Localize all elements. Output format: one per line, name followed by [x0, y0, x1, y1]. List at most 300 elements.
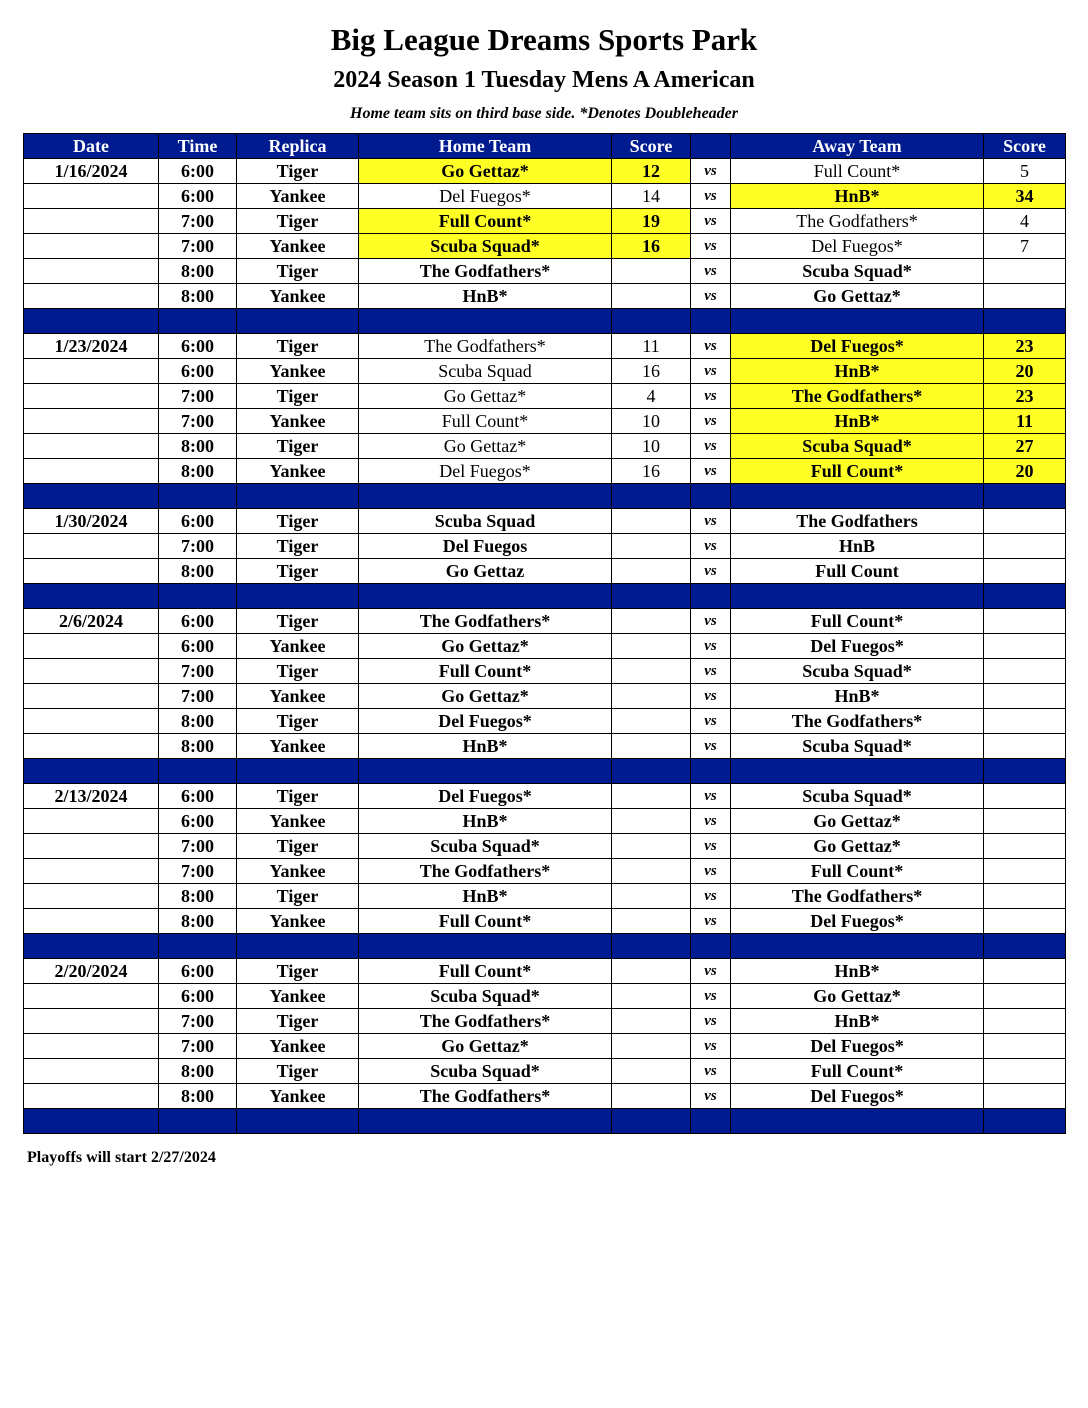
time-cell: 6:00 [159, 809, 237, 834]
replica-cell: Tiger [237, 334, 359, 359]
home-team-cell: The Godfathers* [359, 259, 612, 284]
table-row [24, 359, 1066, 384]
away-team-cell: The Godfathers* [731, 209, 984, 234]
date-cell [24, 1059, 159, 1084]
time-cell: 8:00 [159, 909, 237, 934]
vs-cell: vs [691, 984, 731, 1009]
time-cell: 7:00 [159, 1034, 237, 1059]
vs-cell: vs [691, 1034, 731, 1059]
away-team-cell: Scuba Squad* [731, 434, 984, 459]
table-row [24, 734, 1066, 759]
vs-cell: vs [691, 709, 731, 734]
replica-cell: Yankee [237, 1084, 359, 1109]
away-team-cell: HnB* [731, 184, 984, 209]
replica-cell: Yankee [237, 859, 359, 884]
time-cell: 6:00 [159, 334, 237, 359]
table-row [24, 809, 1066, 834]
home-score-cell [612, 284, 691, 309]
away-score-cell: 23 [984, 384, 1066, 409]
away-score-cell [984, 909, 1066, 934]
replica-cell: Yankee [237, 234, 359, 259]
time-cell: 7:00 [159, 1009, 237, 1034]
separator-cell [24, 759, 159, 784]
away-team-cell: Scuba Squad* [731, 734, 984, 759]
replica-cell: Tiger [237, 534, 359, 559]
table-row [24, 859, 1066, 884]
table-row [24, 509, 1066, 534]
replica-cell: Tiger [237, 709, 359, 734]
vs-cell: vs [691, 259, 731, 284]
vs-cell: vs [691, 1009, 731, 1034]
date-cell [24, 634, 159, 659]
time-cell: 8:00 [159, 709, 237, 734]
home-score-cell: 4 [612, 384, 691, 409]
table-row [24, 709, 1066, 734]
table-row [24, 1084, 1066, 1109]
home-team-cell: Full Count* [359, 209, 612, 234]
header-date: Date [24, 134, 159, 159]
vs-cell: vs [691, 334, 731, 359]
separator-cell [237, 584, 359, 609]
vs-cell: vs [691, 609, 731, 634]
away-score-cell: 5 [984, 159, 1066, 184]
time-cell: 6:00 [159, 509, 237, 534]
table-row [24, 234, 1066, 259]
vs-cell: vs [691, 184, 731, 209]
away-team-cell: Full Count* [731, 609, 984, 634]
replica-cell: Yankee [237, 734, 359, 759]
separator-cell [612, 1109, 691, 1134]
vs-cell: vs [691, 884, 731, 909]
home-score-cell [612, 509, 691, 534]
time-cell: 8:00 [159, 734, 237, 759]
time-cell: 7:00 [159, 859, 237, 884]
page-subtitle: 2024 Season 1 Tuesday Mens A American [333, 67, 755, 93]
away-team-cell: Del Fuegos* [731, 909, 984, 934]
separator-cell [612, 934, 691, 959]
home-score-cell: 16 [612, 234, 691, 259]
home-team-cell: Del Fuegos* [359, 459, 612, 484]
header-away-team: Away Team [731, 134, 984, 159]
away-team-cell: HnB* [731, 684, 984, 709]
vs-cell: vs [691, 834, 731, 859]
date-cell [24, 409, 159, 434]
away-score-cell [984, 559, 1066, 584]
away-score-cell [984, 734, 1066, 759]
replica-cell: Yankee [237, 634, 359, 659]
away-team-cell: HnB* [731, 1009, 984, 1034]
table-row [24, 634, 1066, 659]
time-cell: 6:00 [159, 609, 237, 634]
home-team-cell: Del Fuegos [359, 534, 612, 559]
replica-cell: Yankee [237, 409, 359, 434]
separator-cell [159, 759, 237, 784]
replica-cell: Tiger [237, 834, 359, 859]
home-score-cell [612, 1009, 691, 1034]
home-team-cell: Del Fuegos* [359, 709, 612, 734]
replica-cell: Tiger [237, 1059, 359, 1084]
doubleheader-note: Home team sits on third base side. *Denotes Doubleheader [350, 105, 738, 122]
table-row [24, 209, 1066, 234]
home-score-cell [612, 959, 691, 984]
replica-cell: Tiger [237, 609, 359, 634]
separator-cell [731, 759, 984, 784]
away-team-cell: HnB [731, 534, 984, 559]
playoffs-note: Playoffs will start 2/27/2024 [27, 1149, 216, 1166]
away-score-cell [984, 1059, 1066, 1084]
away-team-cell: Go Gettaz* [731, 834, 984, 859]
date-cell [24, 459, 159, 484]
vs-cell: vs [691, 384, 731, 409]
table-row [24, 834, 1066, 859]
vs-cell: vs [691, 659, 731, 684]
away-team-cell: Scuba Squad* [731, 659, 984, 684]
home-team-cell: Go Gettaz* [359, 159, 612, 184]
home-team-cell: Del Fuegos* [359, 184, 612, 209]
away-score-cell: 11 [984, 409, 1066, 434]
time-cell: 6:00 [159, 359, 237, 384]
separator-cell [731, 309, 984, 334]
table-row [24, 559, 1066, 584]
away-score-cell: 34 [984, 184, 1066, 209]
vs-cell: vs [691, 434, 731, 459]
away-score-cell [984, 859, 1066, 884]
vs-cell: vs [691, 234, 731, 259]
date-cell [24, 434, 159, 459]
vs-cell: vs [691, 1084, 731, 1109]
separator-cell [159, 1109, 237, 1134]
date-cell [24, 284, 159, 309]
home-team-cell: Go Gettaz* [359, 1034, 612, 1059]
away-team-cell: Go Gettaz* [731, 984, 984, 1009]
home-team-cell: HnB* [359, 884, 612, 909]
replica-cell: Yankee [237, 984, 359, 1009]
time-cell: 7:00 [159, 209, 237, 234]
time-cell: 8:00 [159, 1059, 237, 1084]
separator-cell [612, 484, 691, 509]
separator-cell [159, 584, 237, 609]
time-cell: 7:00 [159, 534, 237, 559]
table-row [24, 984, 1066, 1009]
home-score-cell: 11 [612, 334, 691, 359]
separator-cell [691, 584, 731, 609]
home-team-cell: HnB* [359, 809, 612, 834]
table-row [24, 684, 1066, 709]
separator-cell [359, 759, 612, 784]
away-score-cell [984, 784, 1066, 809]
away-score-cell [984, 509, 1066, 534]
schedule-table [23, 133, 1066, 1134]
home-score-cell [612, 534, 691, 559]
vs-cell: vs [691, 959, 731, 984]
home-score-cell: 16 [612, 459, 691, 484]
away-score-cell [984, 959, 1066, 984]
home-score-cell: 14 [612, 184, 691, 209]
replica-cell: Tiger [237, 784, 359, 809]
away-score-cell [984, 884, 1066, 909]
time-cell: 6:00 [159, 984, 237, 1009]
date-cell [24, 859, 159, 884]
time-cell: 8:00 [159, 434, 237, 459]
away-score-cell [984, 659, 1066, 684]
date-cell [24, 1084, 159, 1109]
week-separator-row [24, 584, 1066, 609]
replica-cell: Yankee [237, 459, 359, 484]
replica-cell: Tiger [237, 209, 359, 234]
separator-cell [731, 1109, 984, 1134]
away-score-cell [984, 609, 1066, 634]
separator-cell [359, 484, 612, 509]
time-cell: 7:00 [159, 684, 237, 709]
home-score-cell [612, 909, 691, 934]
time-cell: 7:00 [159, 234, 237, 259]
away-score-cell [984, 684, 1066, 709]
separator-cell [984, 584, 1066, 609]
away-team-cell: Full Count [731, 559, 984, 584]
week-separator-row [24, 484, 1066, 509]
replica-cell: Yankee [237, 1034, 359, 1059]
vs-cell: vs [691, 1059, 731, 1084]
away-score-cell: 7 [984, 234, 1066, 259]
away-score-cell [984, 709, 1066, 734]
home-team-cell: Go Gettaz* [359, 384, 612, 409]
date-cell [24, 1034, 159, 1059]
time-cell: 7:00 [159, 659, 237, 684]
away-score-cell [984, 834, 1066, 859]
separator-cell [24, 1109, 159, 1134]
date-cell [24, 709, 159, 734]
away-team-cell: Scuba Squad* [731, 784, 984, 809]
away-team-cell: HnB* [731, 359, 984, 384]
home-team-cell: Scuba Squad* [359, 984, 612, 1009]
time-cell: 6:00 [159, 634, 237, 659]
replica-cell: Tiger [237, 959, 359, 984]
separator-cell [984, 484, 1066, 509]
separator-cell [359, 584, 612, 609]
separator-cell [984, 1109, 1066, 1134]
home-score-cell [612, 1034, 691, 1059]
away-team-cell: Full Count* [731, 459, 984, 484]
replica-cell: Yankee [237, 284, 359, 309]
replica-cell: Yankee [237, 359, 359, 384]
date-cell: 1/16/2024 [24, 159, 159, 184]
date-cell: 1/23/2024 [24, 334, 159, 359]
separator-cell [612, 759, 691, 784]
time-cell: 7:00 [159, 384, 237, 409]
table-row [24, 384, 1066, 409]
date-cell: 2/20/2024 [24, 959, 159, 984]
home-score-cell [612, 734, 691, 759]
home-score-cell [612, 634, 691, 659]
replica-cell: Yankee [237, 809, 359, 834]
week-separator-row [24, 1109, 1066, 1134]
table-row [24, 334, 1066, 359]
separator-cell [24, 309, 159, 334]
away-team-cell: Full Count* [731, 859, 984, 884]
away-score-cell: 20 [984, 359, 1066, 384]
separator-cell [731, 484, 984, 509]
page-title: Big League Dreams Sports Park [330, 22, 758, 57]
date-cell [24, 884, 159, 909]
separator-cell [984, 309, 1066, 334]
table-row [24, 184, 1066, 209]
vs-cell: vs [691, 859, 731, 884]
date-cell [24, 234, 159, 259]
date-cell: 1/30/2024 [24, 509, 159, 534]
away-team-cell: Go Gettaz* [731, 284, 984, 309]
date-cell [24, 809, 159, 834]
replica-cell: Tiger [237, 509, 359, 534]
separator-cell [984, 934, 1066, 959]
away-team-cell: HnB* [731, 959, 984, 984]
separator-cell [24, 584, 159, 609]
separator-cell [24, 934, 159, 959]
home-score-cell [612, 1084, 691, 1109]
replica-cell: Yankee [237, 909, 359, 934]
home-team-cell: Scuba Squad [359, 509, 612, 534]
vs-cell: vs [691, 209, 731, 234]
home-score-cell [612, 659, 691, 684]
vs-cell: vs [691, 534, 731, 559]
time-cell: 6:00 [159, 184, 237, 209]
home-team-cell: Go Gettaz [359, 559, 612, 584]
home-score-cell [612, 884, 691, 909]
home-team-cell: Go Gettaz* [359, 684, 612, 709]
table-row [24, 1059, 1066, 1084]
date-cell [24, 359, 159, 384]
away-team-cell: The Godfathers [731, 509, 984, 534]
date-cell [24, 734, 159, 759]
date-cell [24, 659, 159, 684]
replica-cell: Tiger [237, 559, 359, 584]
date-cell [24, 1009, 159, 1034]
home-team-cell: Scuba Squad* [359, 1059, 612, 1084]
home-score-cell: 10 [612, 409, 691, 434]
away-score-cell: 27 [984, 434, 1066, 459]
time-cell: 6:00 [159, 784, 237, 809]
schedule-body [24, 159, 1066, 1134]
home-score-cell [612, 984, 691, 1009]
table-row [24, 434, 1066, 459]
date-cell: 2/13/2024 [24, 784, 159, 809]
away-team-cell: Del Fuegos* [731, 634, 984, 659]
time-cell: 8:00 [159, 884, 237, 909]
replica-cell: Tiger [237, 384, 359, 409]
away-team-cell: Del Fuegos* [731, 234, 984, 259]
home-score-cell: 12 [612, 159, 691, 184]
away-team-cell: Full Count* [731, 1059, 984, 1084]
table-row [24, 259, 1066, 284]
home-score-cell [612, 1059, 691, 1084]
time-cell: 6:00 [159, 959, 237, 984]
separator-cell [159, 484, 237, 509]
away-team-cell: Go Gettaz* [731, 809, 984, 834]
date-cell [24, 534, 159, 559]
away-score-cell [984, 809, 1066, 834]
table-row [24, 534, 1066, 559]
home-team-cell: Scuba Squad [359, 359, 612, 384]
table-row [24, 784, 1066, 809]
replica-cell: Tiger [237, 659, 359, 684]
away-score-cell [984, 1009, 1066, 1034]
table-row [24, 284, 1066, 309]
vs-cell: vs [691, 809, 731, 834]
time-cell: 7:00 [159, 834, 237, 859]
date-cell [24, 384, 159, 409]
away-team-cell: HnB* [731, 409, 984, 434]
date-cell [24, 209, 159, 234]
header-vs [691, 134, 731, 159]
header-away-score: Score [984, 134, 1066, 159]
replica-cell: Tiger [237, 1009, 359, 1034]
home-team-cell: The Godfathers* [359, 1009, 612, 1034]
home-team-cell: Go Gettaz* [359, 634, 612, 659]
header-row [24, 134, 1066, 159]
replica-cell: Yankee [237, 184, 359, 209]
away-score-cell [984, 634, 1066, 659]
separator-cell [359, 934, 612, 959]
away-score-cell: 23 [984, 334, 1066, 359]
home-score-cell [612, 259, 691, 284]
home-score-cell: 10 [612, 434, 691, 459]
vs-cell: vs [691, 284, 731, 309]
replica-cell: Tiger [237, 434, 359, 459]
separator-cell [691, 1109, 731, 1134]
separator-cell [24, 484, 159, 509]
away-team-cell: The Godfathers* [731, 884, 984, 909]
week-separator-row [24, 934, 1066, 959]
vs-cell: vs [691, 559, 731, 584]
date-cell [24, 984, 159, 1009]
home-score-cell [612, 609, 691, 634]
separator-cell [237, 1109, 359, 1134]
separator-cell [691, 309, 731, 334]
time-cell: 6:00 [159, 159, 237, 184]
date-cell [24, 684, 159, 709]
table-row [24, 1034, 1066, 1059]
home-score-cell [612, 784, 691, 809]
date-cell [24, 834, 159, 859]
separator-cell [359, 309, 612, 334]
table-row [24, 909, 1066, 934]
home-score-cell [612, 559, 691, 584]
separator-cell [159, 309, 237, 334]
away-team-cell: Del Fuegos* [731, 334, 984, 359]
home-team-cell: Full Count* [359, 959, 612, 984]
separator-cell [612, 584, 691, 609]
home-team-cell: HnB* [359, 734, 612, 759]
away-team-cell: Del Fuegos* [731, 1084, 984, 1109]
vs-cell: vs [691, 409, 731, 434]
away-score-cell [984, 1034, 1066, 1059]
separator-cell [612, 309, 691, 334]
home-team-cell: Del Fuegos* [359, 784, 612, 809]
time-cell: 8:00 [159, 459, 237, 484]
away-score-cell [984, 1084, 1066, 1109]
table-row [24, 884, 1066, 909]
table-row [24, 959, 1066, 984]
away-score-cell: 4 [984, 209, 1066, 234]
vs-cell: vs [691, 509, 731, 534]
home-team-cell: Scuba Squad* [359, 234, 612, 259]
away-team-cell: The Godfathers* [731, 709, 984, 734]
separator-cell [691, 484, 731, 509]
separator-cell [237, 484, 359, 509]
home-team-cell: The Godfathers* [359, 1084, 612, 1109]
home-score-cell [612, 859, 691, 884]
separator-cell [691, 934, 731, 959]
home-score-cell [612, 809, 691, 834]
